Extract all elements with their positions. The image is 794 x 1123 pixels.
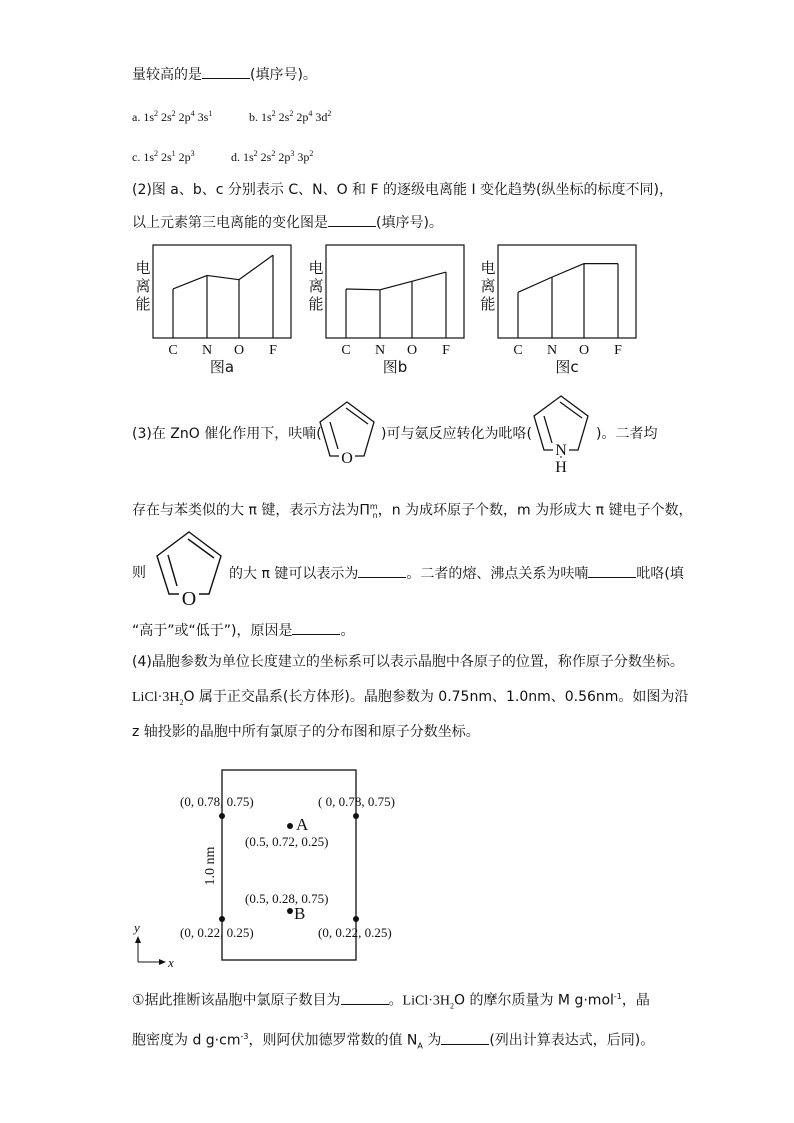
pyrrole-nitrogen: N: [555, 442, 567, 459]
furan-oxygen: O: [341, 450, 353, 467]
y-axis-label: 能: [135, 295, 151, 313]
pyrrole-hydrogen: H: [555, 459, 567, 476]
chart-frame: [498, 245, 636, 338]
chart-frame: [326, 245, 464, 338]
axis-x-label: x: [168, 955, 174, 970]
coord-bottom-left: (0, 0.22, 0.25): [180, 925, 254, 940]
q3-part1: (3)在 ZnO 催化作用下，呋喃(: [132, 426, 322, 442]
furan-oxygen: O: [181, 588, 197, 610]
y-axis-label: 能: [480, 295, 496, 313]
coord-top-right: ( 0, 0.78, 0.75): [318, 794, 395, 809]
tick-label-F: F: [442, 343, 450, 358]
option-d: d. $1s^2$ $2s^2$ $2p^3$ $3p^2$: [231, 149, 314, 164]
y-axis-label: 电: [480, 259, 496, 277]
question-line: 量较高的是 (填序号)。: [132, 64, 317, 85]
bar-top-segment: [239, 255, 273, 280]
answer-blank[interactable]: [441, 1030, 489, 1045]
q4-line1: (4)晶胞参数为单位长度建立的坐标系可以表示晶胞中各原子的位置，称作原子分数坐标。: [132, 654, 684, 670]
q4-1-line2: 胞密度为 d $g\cdot cm^{-3}$，则阿伏加德罗常数的值 $N_A$ 为 (列出计算表达式，后同)。: [132, 1027, 654, 1056]
furan-structure: [312, 398, 382, 468]
y-axis-label: 能: [308, 295, 324, 313]
option-a: a. $1s^2$ $2s^2$ $2p^4$ $3s^1$: [132, 109, 213, 124]
q3-part2: )可与氨反应转化为吡咯(: [381, 426, 532, 442]
answer-blank[interactable]: [202, 64, 250, 79]
bar-top-segment: [346, 289, 380, 290]
y-axis-label: 离: [480, 277, 496, 295]
answer-blank[interactable]: [328, 212, 376, 227]
bar-top-segment: [173, 275, 207, 289]
coord-top-left: (0, 0.78, 0.75): [180, 794, 254, 809]
bar-top-segment: [207, 275, 239, 279]
q3-line3a: 则: [132, 565, 146, 581]
q4-line2: $LiCl\cdot 3H_2O$ 属于正交晶系(长方体形)。晶胞参数为 0.75nm、1.0nm、0.56nm。如图为沿: [132, 689, 689, 707]
chart-frame: [153, 245, 291, 338]
cl-atom: [353, 916, 359, 922]
q2-line2: 以上元素第三电离能的变化图是 (填序号)。: [132, 212, 443, 233]
tick-label-O: O: [233, 343, 245, 358]
q4-line3: z 轴投影的晶胞中所有氯原子的分布图和原子分数坐标。: [132, 724, 480, 740]
bar-top-segment: [412, 272, 446, 281]
tick-label-F: F: [269, 343, 277, 358]
pyrrole-structure: [526, 392, 596, 476]
chart-title: 图a: [209, 358, 235, 376]
answer-blank[interactable]: [588, 563, 636, 578]
coord-bottom-right: (0, 0.22, 0.25): [318, 925, 392, 940]
cl-atom: [287, 823, 293, 829]
tick-label-C: C: [513, 343, 523, 358]
q3-part3: )。二者均: [596, 426, 658, 442]
q2-line1: (2)图 a、b、c 分别表示 C、N、O 和 F 的逐级电离能 I 变化趋势(纵坐标的标度不同)，: [132, 182, 673, 198]
tick-label-F: F: [614, 343, 622, 358]
q4-1-line1: ①据此推断该晶胞中氯原子数目为 。$LiCl\cdot 3H_2O$ 的摩尔质量为 M g·mol$^{-1}$，晶: [132, 987, 650, 1016]
y-axis-label: 电: [308, 259, 324, 277]
atom-b-label: B: [294, 904, 306, 923]
q3-line4: “高于”或“低于”)，原因是 。: [132, 620, 354, 641]
q3-line3: 的大 π 键可以表示为 。二者的熔、沸点关系为呋喃 吡咯(填: [229, 563, 684, 584]
tick-label-O: O: [578, 343, 590, 358]
bar-top-segment: [380, 281, 412, 289]
answer-blank[interactable]: [292, 620, 340, 635]
bar-top-segment: [518, 277, 552, 292]
tick-label-C: C: [341, 343, 351, 358]
chart-title: 图c: [555, 358, 579, 376]
bar-top-segment: [552, 264, 584, 278]
tick-label-N: N: [201, 343, 213, 358]
y-axis-label: 离: [135, 277, 151, 295]
atom-a-label: A: [296, 815, 309, 834]
unit-cell-diagram: [130, 762, 430, 972]
tick-label-N: N: [374, 343, 386, 358]
coord-b: (0.5, 0.28, 0.75): [245, 891, 329, 906]
y-axis-label: 离: [308, 277, 324, 295]
option-c: c. $1s^2$ $2s^1$ $2p^3$: [132, 149, 195, 164]
option-b: b. $1s^2$ $2s^2$ $2p^4$ $3d^2$: [249, 109, 332, 124]
axis-y-label: y: [134, 920, 140, 935]
y-axis-label: 电: [135, 259, 151, 277]
cl-atom: [219, 813, 225, 819]
answer-blank[interactable]: [341, 990, 389, 1005]
tick-label-C: C: [168, 343, 178, 358]
coord-a: (0.5, 0.72, 0.25): [245, 834, 329, 849]
cl-atom: [219, 916, 225, 922]
cl-atom: [353, 813, 359, 819]
chart-title: 图b: [382, 358, 408, 376]
cl-atom: [287, 908, 293, 914]
answer-blank[interactable]: [358, 563, 406, 578]
tick-label-O: O: [406, 343, 418, 358]
side-length-label: 1.0 nm: [203, 846, 218, 886]
tick-label-N: N: [546, 343, 558, 358]
q3-line2: 存在与苯类似的大 π 键，表示方法为$\Pi^m_n$，n 为成环原子个数，m 为形成大 π 键电子个数，: [132, 502, 693, 521]
furan-structure: [149, 528, 229, 608]
